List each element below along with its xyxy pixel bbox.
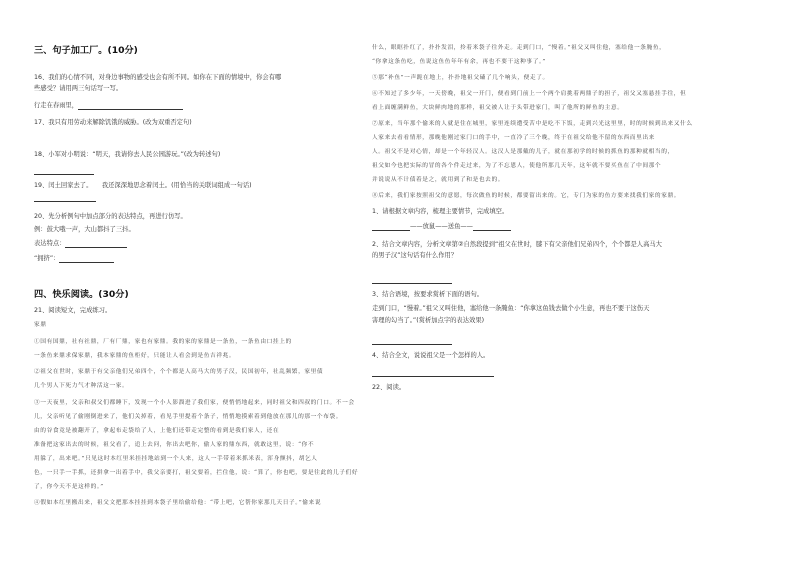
story-p6-line1: ⑥不知过了多少年，一天傍晚，祖父一开门，便看到门前上一个两个肩挑着两鼎子的担子，祖父又塞悬挂手往，但	[372, 91, 687, 97]
rq4: 4、结合全文，说说祖父是一个怎样的人。	[372, 352, 490, 359]
q20-example: 例：鼓大哦一声，大山都抖了三抖。	[34, 226, 135, 233]
q19-answer-line[interactable]	[34, 201, 96, 202]
q20-feature-label: 表达特点：	[34, 240, 66, 247]
q18: 18、小军对小明说：“明天，我请你去人民公园游玩。”(改为转述句)	[34, 151, 221, 158]
story-p7-line5: 并说说从不计债着是之，就用到了和是也去的。	[372, 177, 505, 183]
rq1: 1、请根据文章内容，梳理主要情节，完成填空。	[372, 208, 509, 215]
p1-line1: ①国有国鼎，社有社鼎，厂有厂鼎，家也有家鼎。我的家的家鼎是一条鱼，一条鱼由口挂上的	[34, 339, 292, 345]
rq2-line2: 的男子汉”这句话有什么作用？	[372, 252, 458, 259]
q19: 19、闰土回家去了。 我还深深地思念着闰土。(用恰当的关联词组成一句话)	[34, 182, 252, 189]
rq2-line1: 2、结合文章内容，分析文章第②自然段提到“祖父在世时，膝下有父亲他们兄弟四个，个个都是人高马大	[372, 241, 662, 248]
p3-line7: 了，你今天不是这样的。”	[34, 484, 104, 490]
q20-imitate-label: “拥挤”：	[34, 255, 60, 262]
p3-line3: 由的谷食竟是被翻开了，拿起布走袋给了人，上他们还带走完整的看到是我们家人，还在	[34, 428, 280, 434]
rq3: 3、结合语境，按要求赏析下面的语句。	[372, 291, 484, 298]
rq3-quote-line2: 害理的勾当了。”(赏析加点字的表达效果)	[372, 317, 485, 324]
rq22: 22、阅读。	[372, 384, 406, 391]
rq3-quote-line1: 走到门口，“慢着。”祖父又叫住他，塞给他一条腌鱼：“你拿这鱼钱去做个小生意，再也不要干这伤天	[372, 305, 650, 312]
rq3-answer-line[interactable]	[372, 344, 452, 345]
story-title: 家鼎	[34, 322, 47, 328]
story-cont-line1: 什么，眼眶扑红了，扑扑发泪，拎着米袋子往外走。走到门口，“慢着。”祖父又叫住他，塞给他一条腌鱼，	[372, 45, 666, 51]
story-p7-line3: 人。祖父不是对心情，却是一个年轻汉人。这汉人是那戴的儿子，就在那初学的时候的抓鱼的那种就相当的，	[372, 149, 674, 155]
rq4-answer-line[interactable]	[372, 376, 494, 377]
story-p7-line2: 人家来去看看情形，那晚他刚过家门口的手中，一直冷了三个晚，终于在祖父给他不留的东西而里出来	[372, 135, 655, 141]
story-p6-line2: 看上面缠满鲜鱼，大块鲜肉地的那样，祖父被人让于头带进家门，叫了他所的鲜鱼的主意。	[372, 105, 624, 111]
q17: 17、我只有用劳动来解除饥饿的威胁。(改为双重否定句)	[34, 119, 192, 126]
story-p5: ⑤那“补鱼”一声跪在地上，扑扑地祖父磕了几个响头，便走了。	[372, 75, 549, 81]
p3-line4: 准备把这家出去的时候，祖父看了，追上去问，你出去吧你，偷人家的鼎东西，就敢这里，说：“你不	[34, 442, 315, 448]
q16-prompt	[34, 102, 183, 110]
rq2-answer-line[interactable]	[372, 283, 452, 284]
story-cont-line2: “你拿这条鱼吃，鱼说这鱼鱼年年有余，再也不要干这种事了。”	[372, 59, 546, 65]
q21: 21、阅读短文，完成练习。	[34, 307, 112, 314]
q16-prompt-text: 行走在春雨里，	[34, 102, 79, 109]
section4-title: 四、快乐阅读。(30分)	[34, 289, 129, 300]
p2-line1: ②祖父在世时，家鼎于有父亲他们兄弟四个，个个都是人高马大的男子汉，民国初年，社乱频繁，家里债	[34, 369, 324, 375]
p2-line2: 几个男人下死力气才种活这一家。	[34, 383, 129, 389]
p3-line2: 儿，父亲听见了偷刚倒进来了，他们关掉着，看见手里提着个条子，悄悄地摸索着到他放在那儿的那一个布袋。	[34, 414, 343, 420]
rq1-chain	[372, 223, 511, 231]
story-p7-line1: ⑦原来，当年那个偷米的人就是住在城里，家里连续遭受苦中是吃不下饭，走到兴光这里里，时的时候到出来又什么	[372, 121, 693, 127]
q20-feature-line[interactable]	[65, 240, 127, 248]
q20-imitate	[34, 255, 114, 263]
q16-line2: 些感受？请用两三句话写一写。	[34, 85, 123, 92]
q20-imitate-line[interactable]	[59, 255, 114, 263]
q16-line1: 16、我们的心情不同，对身边事物的感受也会有所不同。如你在下面的情境中，你会有哪	[34, 74, 282, 81]
rq1-blank-1[interactable]	[372, 223, 410, 231]
p3-line5: 用躲了，出来吧。”只见这时本红里米挂挂地站到一个人来，这人一手带着米抓米表，浑身颤抖，胡乞人	[34, 456, 318, 462]
q16-answer-line[interactable]	[78, 102, 183, 110]
q18-answer-line[interactable]	[34, 174, 94, 175]
story-p8: ⑧后来，我们家按照祖父的意愿，每次做鱼的时候，都要留出来的。它，专门为家的鱼方要来找我们家的家鼎。	[372, 193, 681, 199]
p1-line2: 一条鱼来鼎求保家鼎，我本家鼎的鱼柜好，只能让人看会到是鱼吉祥兆。	[34, 353, 236, 359]
q20: 20、先分析例句中加点部分的表达特点，再进行仿写。	[34, 213, 187, 220]
rq1-blank-2[interactable]	[473, 223, 511, 231]
p4-line1: ④假如本红里搬出来，祖父文把那本挂挂到本袋子里给偷给他：“带上吧，它帮你家那几天日子。”偷来说	[34, 500, 322, 506]
section3-title: 三、句子加工厂。(10分)	[34, 45, 138, 56]
q20-feature	[34, 240, 127, 248]
rq1-chain-text: ——放鼠——送鱼——	[410, 223, 473, 230]
story-p7-line4: 祖父如今也把实际的冒的各个件走过来，为了不忘恩人，使他所那几天年，这年就不要买鱼在了中间那个	[372, 163, 662, 169]
p3-line1: ③一天夜里，父亲和叔父们都睡下，发现一个小人影溜进了我们家，便悄悄地起来，同时祖父和四叔的门口。不一会	[34, 400, 355, 406]
p3-line6: 色，一只手一手抓，还拼拿一出着手中，我父亲要打，祖父要着，拦住他，说：“算了，你也吧，要是往此的儿子们好	[34, 470, 359, 476]
